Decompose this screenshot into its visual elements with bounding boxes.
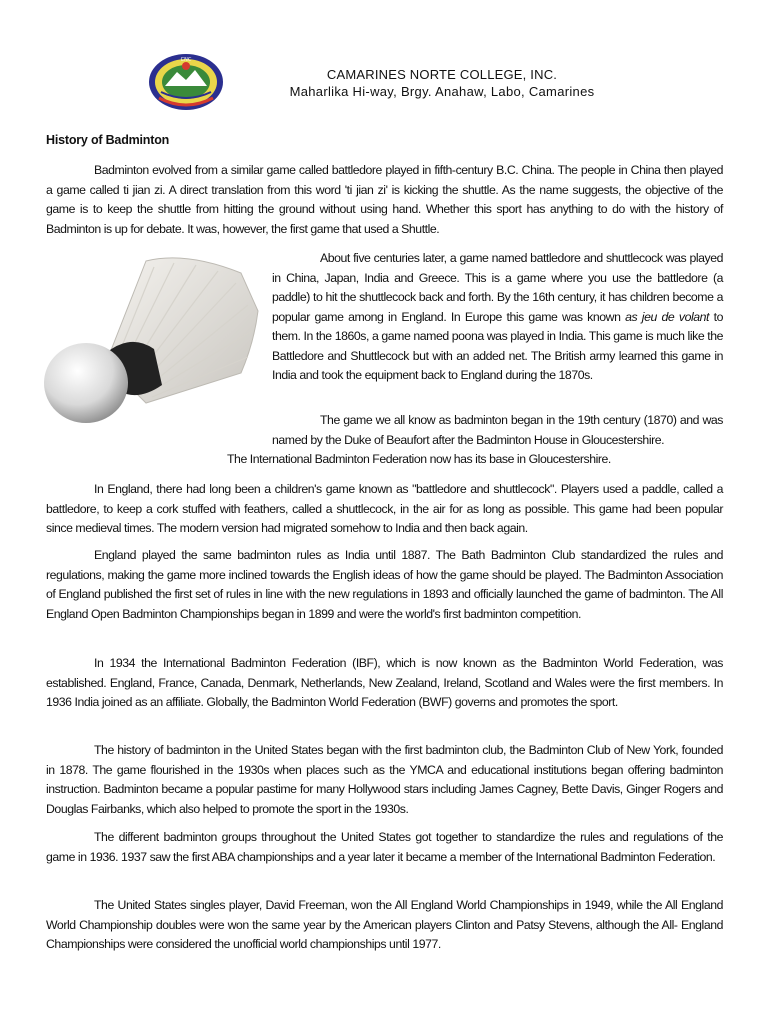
paragraph-5: England played the same badminton rules as India until 1887. The Bath Badminton Club standardized the rules and regulations, making the game more inclined towards the English ideas of how the game should be played. The Badminton Association of England published the first set of rules in line with the new regulations in 1893 and officially launched the game of badminton. The All England Open Badminton Championships began in 1899 and were the world's first badminton competition.: [46, 548, 723, 621]
paragraph-3: The game we all know as badminton began in the 19th century (1870) and was named by the Duke of Beaufort after the Badminton House in Gloucestershire.: [272, 413, 723, 447]
paragraph-7: The history of badminton in the United States began with the first badminton club, the Badminton Club of New York, founded in 1878. The game flourished in the 1930s when places such as the YMCA and educational institutions began offering badminton instruction. Badminton became a popular pastime for many Hollywood stars including James Cagney, Bette Davis, Ginger Rogers and Douglas Fairbanks, which also helped to promote the sport in the 1930s.: [46, 743, 723, 816]
letterhead: [232, 67, 652, 100]
college-seal-logo-icon: [147, 52, 225, 112]
college-name: CAMARINES NORTE COLLEGE, INC.: [326, 67, 558, 82]
paragraph-3-continuation: The International Badminton Federation now has its base in Gloucestershire.: [227, 452, 611, 466]
svg-text:CNC: CNC: [180, 57, 192, 63]
shuttlecock-image-icon: [36, 253, 261, 433]
paragraph-8: The different badminton groups throughout the United States got together to standardize the rules and regulations of the game in 1936. 1937 saw the first ABA championships and a year later it became a member of the International Badminton Federation.: [46, 830, 723, 864]
paragraph-2-italic-term: as jeu de volant: [625, 309, 709, 324]
paragraph-2-text-b: to them. In the 1860s, a game named poona was played in India. This game is much like the Battledore and Shuttlecock but with an added net. The British army learned this game in India and took the equipment back to England during the 1870s.: [272, 309, 723, 382]
paragraph-4: In England, there had long been a children's game known as "battledore and shuttlecock". Players used a paddle, called a battledore, to keep a cork stuffed with feathers, called a shuttlecock, in the air for as long as possible. This game had been popular since medieval times. The modern version had migrated somehow to India and then back again.: [46, 482, 723, 535]
paragraph-2: [272, 249, 723, 386]
paragraph-2-text-a: About five centuries later, a game named battledore and shuttlecock was played in China, Japan, India and Greece. This is a game where you use the battledore (a paddle) to hit the shuttlecock back and forth. By the 16th century, it has children become a popular game among in England. In Europe this game was known: [272, 251, 723, 324]
paragraph-9: The United States singles player, David Freeman, won the All England World Championships in 1949, while the All England World Championship doubles were won the same year by the American players Clinton and Patsy Stevens, although the All- England Championships were considered the unofficial world championships until 1977.: [46, 898, 723, 951]
paragraph-1: Badminton evolved from a similar game called battledore played in fifth-century B.C. China. The people in China then played a game called ti jian zi. A direct translation from this word 'ti jian zi' is kicking the shuttle. As the name suggests, the objective of the game is to keep the shuttle from hitting the ground without using hand. Whether this sport has anything to do with the history of Badminton is up for debate. It was, however, the first game that used a Shuttle.: [46, 163, 723, 236]
college-address: Maharlika Hi-way, Brgy. Anahaw, Labo, Camarines: [289, 84, 595, 99]
section-title: History of Badminton: [46, 133, 170, 147]
paragraph-6: In 1934 the International Badminton Federation (IBF), which is now known as the Badminton World Federation, was established. England, France, Canada, Denmark, Netherlands, New Zealand, Ireland, Scotland and Wales were the first members. In 1936 India joined as an affiliate. Globally, the Badminton World Federation (BWF) governs and promotes the sport.: [46, 656, 723, 709]
